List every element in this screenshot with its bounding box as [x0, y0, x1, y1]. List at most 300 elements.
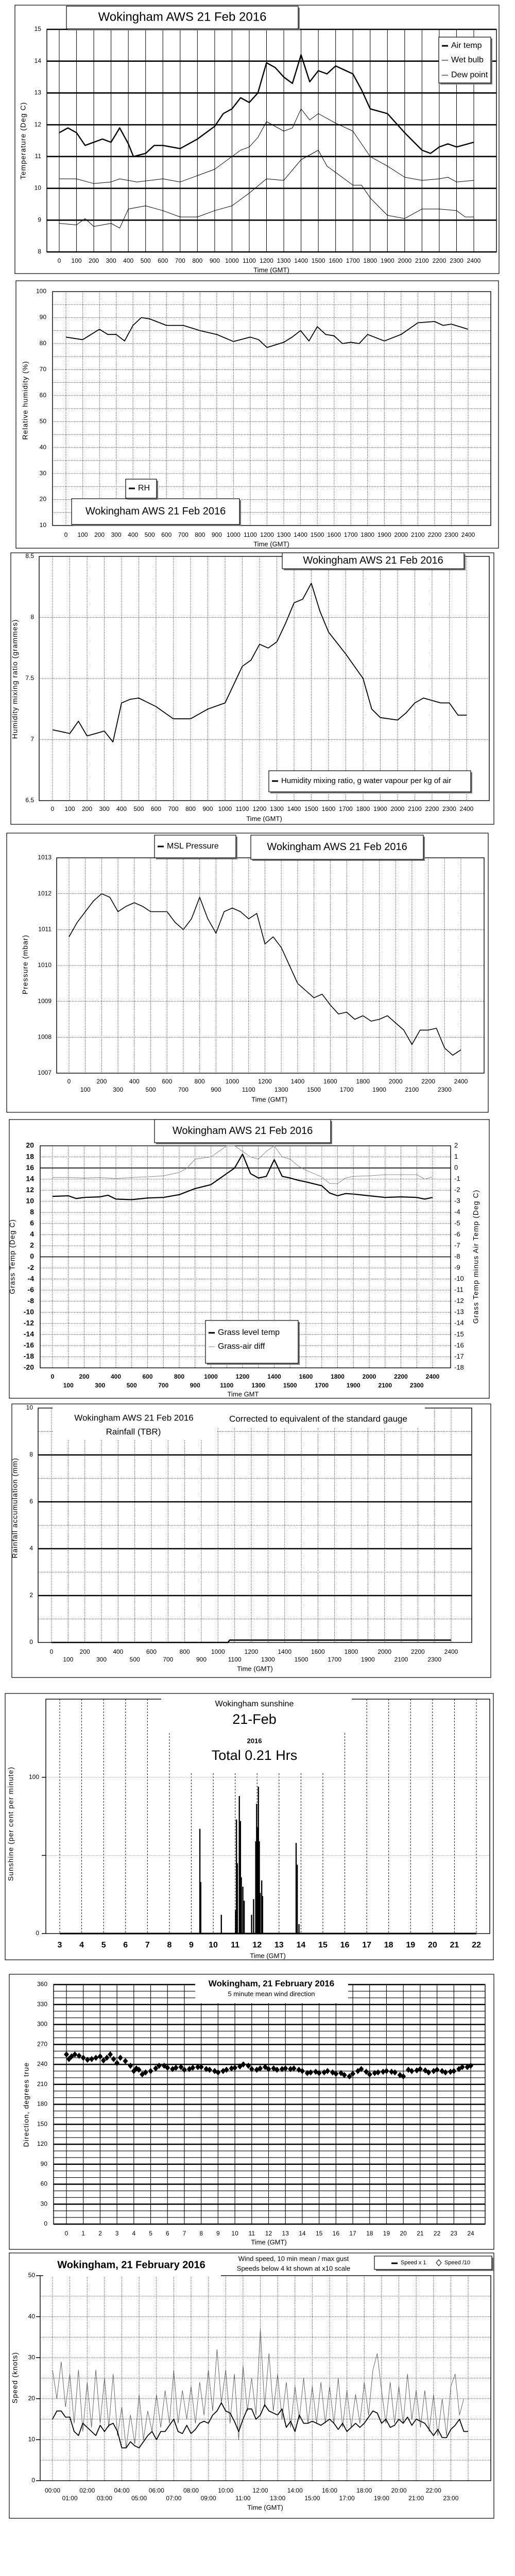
- x-tick-label: 1100: [244, 531, 257, 539]
- chart-frame: [15, 5, 499, 274]
- y-tick-label: 90: [40, 2160, 47, 2167]
- y-tick-label: -10: [23, 1307, 34, 1316]
- y-axis-label: Temperature (Deg C): [19, 101, 27, 180]
- x-tick-label: 200: [79, 1373, 90, 1381]
- y2-tick-label: 2: [454, 1141, 458, 1149]
- x-tick-label: 1200: [252, 805, 267, 813]
- x-tick-label: 400: [129, 1078, 140, 1086]
- chart-frame: [12, 1404, 491, 1677]
- x-tick-label: 1600: [323, 1078, 337, 1086]
- legend-label: Humidity mixing ratio, g water vapour per kg of air: [281, 776, 452, 785]
- x-tick-label: 1200: [260, 531, 274, 539]
- y-tick-label: 7.5: [25, 674, 34, 682]
- x-tick-label: 1100: [228, 1656, 242, 1664]
- y2-tick-label: -15: [454, 1330, 464, 1338]
- x-tick-label: 2100: [408, 805, 422, 813]
- y-tick-label: 6.5: [25, 796, 34, 804]
- x-tick-label: 19: [406, 1941, 416, 1950]
- x-tick-label: 11: [248, 2230, 255, 2238]
- y-tick-label: 18: [26, 1152, 34, 1161]
- y-tick-label: 300: [37, 2020, 47, 2028]
- y-tick-label: 100: [36, 287, 46, 295]
- x-tick-label: 18: [384, 1941, 393, 1950]
- x-tick-label: 6: [165, 2230, 169, 2238]
- y2-tick-label: -16: [454, 1341, 464, 1349]
- y-axis-label: Relative humidity (%): [21, 361, 29, 440]
- x-tick-label: 1000: [225, 1078, 239, 1086]
- y2-tick-label: -12: [454, 1297, 464, 1305]
- x-tick-label: 19: [383, 2230, 390, 2238]
- x-tick-label: 2400: [454, 1078, 468, 1086]
- x-tick-label: 300: [113, 1086, 124, 1094]
- x-tick-label: 1700: [339, 1086, 354, 1094]
- x-tick-label: 8: [167, 1941, 172, 1950]
- y2-tick-label: -5: [454, 1219, 460, 1227]
- y-tick-label: 1012: [38, 889, 52, 897]
- x-tick-label: 09:00: [200, 2495, 216, 2502]
- x-tick-label: 1900: [372, 1086, 386, 1094]
- x-tick-label: 1500: [311, 257, 325, 265]
- x-tick-label: 1000: [211, 1648, 225, 1656]
- y-tick-label: 10: [28, 2435, 35, 2443]
- x-tick-label: 1500: [304, 805, 318, 813]
- y-tick-label: 10: [34, 184, 41, 192]
- x-tick-label: 1800: [356, 1078, 370, 1086]
- x-tick-label: 100: [71, 257, 82, 265]
- y-tick-label: 50: [28, 2272, 35, 2279]
- x-tick-label: 2200: [394, 1373, 408, 1381]
- x-tick-label: 1800: [331, 1373, 345, 1381]
- x-tick-label: 3: [115, 2230, 119, 2238]
- x-tick-label: 5: [101, 1941, 106, 1950]
- x-tick-label: 1900: [377, 531, 391, 539]
- chart-mixing-ratio: [11, 552, 494, 824]
- x-tick-label: 2000: [398, 257, 412, 265]
- y-tick-label: 8: [30, 1208, 34, 1216]
- y2-tick-label: -9: [454, 1263, 460, 1272]
- x-tick-label: 21: [417, 2230, 424, 2238]
- y2-tick-label: 1: [454, 1152, 458, 1160]
- x-tick-label: 500: [133, 805, 144, 813]
- y-tick-label: 10: [26, 1404, 33, 1412]
- y-tick-label: 7: [30, 735, 34, 743]
- x-tick-label: 14: [299, 2230, 306, 2238]
- y-tick-label: 2: [30, 1241, 34, 1249]
- x-tick-label: 500: [140, 257, 151, 265]
- x-tick-label: 2400: [459, 805, 474, 813]
- x-tick-label: 1400: [267, 1373, 281, 1381]
- x-tick-label: 2300: [427, 1656, 442, 1664]
- y-tick-label: 14: [34, 57, 41, 64]
- x-tick-label: 1400: [294, 257, 308, 265]
- x-tick-label: 10:00: [218, 2487, 234, 2495]
- chart-subtitle: Wind speed, 10 min mean / max gust: [238, 2255, 349, 2263]
- x-tick-label: 23: [450, 2230, 457, 2238]
- y-tick-label: 210: [37, 2080, 47, 2088]
- x-tick-label: 1800: [344, 1648, 358, 1656]
- x-tick-label: 23:00: [443, 2495, 459, 2502]
- y2-tick-label: -14: [454, 1319, 464, 1327]
- x-tick-label: 600: [161, 531, 172, 539]
- legend-label: Wet bulb: [451, 56, 484, 65]
- y-tick-label: -6: [27, 1285, 34, 1294]
- y2-tick-label: -4: [454, 1208, 460, 1216]
- y-tick-label: 2: [29, 1591, 33, 1599]
- x-tick-label: 15: [318, 1941, 328, 1950]
- x-tick-label: 400: [110, 1373, 122, 1381]
- x-tick-label: 22:00: [425, 2487, 441, 2495]
- x-tick-label: 10: [231, 2230, 238, 2238]
- x-tick-label: 0: [67, 1078, 71, 1086]
- x-axis-label: Time (GMT): [253, 540, 289, 548]
- x-tick-label: 21: [450, 1941, 459, 1950]
- legend-label: Speed /10: [444, 2259, 471, 2266]
- x-tick-label: 13: [274, 1941, 284, 1950]
- chart-humidity: [16, 281, 499, 548]
- x-tick-label: 7: [145, 1941, 150, 1950]
- x-tick-label: 07:00: [166, 2495, 182, 2502]
- y-tick-label: 1009: [38, 997, 52, 1005]
- x-tick-label: 2400: [461, 531, 475, 539]
- x-tick-label: 2100: [405, 1086, 419, 1094]
- y-tick-label: 9: [38, 216, 41, 224]
- x-tick-label: 900: [211, 1086, 221, 1094]
- x-tick-label: 13: [282, 2230, 289, 2238]
- x-tick-label: 17:00: [339, 2495, 355, 2502]
- x-tick-label: 600: [146, 1648, 157, 1656]
- y-tick-label: 100: [28, 1773, 39, 1781]
- x-tick-label: 15: [315, 2230, 323, 2238]
- y-tick-label: 14: [26, 1174, 34, 1183]
- x-tick-label: 1900: [380, 257, 394, 265]
- x-tick-label: 1900: [373, 805, 387, 813]
- chart-rainfall: [11, 1404, 491, 1677]
- y-axis-label: Humidity mixing ratio (grammes): [10, 619, 19, 739]
- y-axis-label: Sunshine (per cent per minute): [6, 1766, 15, 1882]
- x-tick-label: 06:00: [148, 2487, 164, 2495]
- legend-label: Dew point: [451, 71, 488, 80]
- x-tick-label: 2200: [410, 1648, 425, 1656]
- legend-label: Air temp: [451, 41, 482, 50]
- x-tick-label: 2000: [377, 1648, 392, 1656]
- x-tick-label: 0: [50, 1373, 55, 1381]
- x-tick-label: 11: [231, 1941, 240, 1950]
- y-axis-label: Grass Temp (Deg C): [8, 1218, 16, 1295]
- y-tick-label: -20: [23, 1363, 34, 1371]
- x-tick-label: 300: [95, 1382, 106, 1389]
- x-tick-label: 12: [252, 1941, 262, 1950]
- y-tick-label: 20: [26, 1141, 34, 1149]
- legend-label: RH: [138, 484, 150, 493]
- x-tick-label: 2200: [425, 805, 439, 813]
- x-tick-label: 2200: [427, 531, 442, 539]
- y-tick-label: -16: [23, 1341, 34, 1349]
- x-tick-label: 1500: [294, 1656, 308, 1664]
- x-tick-label: 500: [126, 1382, 137, 1389]
- x-tick-label: 800: [192, 257, 203, 265]
- x-tick-label: 17: [349, 2230, 356, 2238]
- x-axis-label: Time GMT: [227, 1390, 259, 1398]
- y-tick-label: 15: [34, 25, 41, 33]
- x-tick-label: 4: [79, 1941, 84, 1950]
- x-tick-label: 400: [123, 257, 134, 265]
- y-tick-label: 8: [38, 248, 41, 256]
- x-tick-label: 14:00: [287, 2487, 303, 2495]
- x-tick-label: 600: [158, 257, 168, 265]
- x-tick-label: 2000: [388, 1078, 403, 1086]
- y-tick-label: 30: [39, 469, 46, 477]
- y-tick-label: 0: [31, 2477, 35, 2484]
- x-axis-label: Time (GMT): [237, 1665, 273, 1673]
- chart-temperature: [15, 5, 499, 274]
- x-tick-label: 1700: [344, 531, 358, 539]
- x-axis-label: Time (GMT): [251, 2238, 287, 2246]
- chart-grass-temp: [8, 1120, 489, 1398]
- x-tick-label: 500: [129, 1656, 140, 1664]
- x-tick-label: 100: [63, 1382, 74, 1389]
- chart-title: Wokingham AWS 21 Feb 2016: [303, 554, 443, 566]
- y-tick-label: 270: [37, 2040, 47, 2048]
- x-tick-label: 800: [174, 1373, 185, 1381]
- y-tick-label: 360: [37, 1980, 47, 1988]
- chart-frame: [9, 2253, 494, 2518]
- y-tick-label: 60: [40, 2180, 47, 2188]
- y2-tick-label: -10: [454, 1275, 464, 1283]
- y-axis-label: Speed (knots): [10, 2351, 19, 2404]
- y-tick-label: -14: [23, 1330, 34, 1338]
- x-tick-label: 9: [189, 1941, 194, 1950]
- x-tick-label: 900: [209, 257, 220, 265]
- x-tick-label: 21:00: [408, 2495, 424, 2502]
- legend-label: Grass level temp: [218, 1328, 280, 1337]
- x-tick-label: 1700: [328, 1656, 342, 1664]
- x-tick-label: 03:00: [96, 2495, 112, 2502]
- x-tick-label: 900: [202, 805, 213, 813]
- x-tick-label: 2300: [437, 1086, 452, 1094]
- y-tick-label: 180: [37, 2100, 47, 2108]
- y2-tick-label: -18: [454, 1363, 464, 1371]
- x-tick-label: 11:00: [235, 2495, 251, 2502]
- x-tick-label: 1200: [235, 1373, 250, 1381]
- x-tick-label: 1900: [346, 1382, 360, 1389]
- x-tick-label: 1100: [243, 257, 256, 265]
- x-tick-label: 2300: [450, 257, 464, 265]
- x-tick-label: 1600: [321, 805, 336, 813]
- y-tick-label: 40: [39, 443, 46, 451]
- x-tick-label: 20:00: [391, 2487, 407, 2495]
- x-tick-label: 700: [158, 1382, 169, 1389]
- y-tick-label: 20: [28, 2394, 35, 2402]
- x-tick-label: 1700: [339, 805, 353, 813]
- y-tick-label: 90: [39, 313, 46, 321]
- y2-tick-label: -13: [454, 1308, 464, 1316]
- x-tick-label: 100: [77, 531, 88, 539]
- x-tick-label: 1: [81, 2230, 85, 2238]
- x-tick-label: 1000: [227, 531, 241, 539]
- x-tick-label: 700: [178, 531, 188, 539]
- x-tick-label: 2200: [432, 257, 447, 265]
- x-tick-label: 700: [168, 805, 179, 813]
- chart-title: Wokingham AWS 21 Feb 2016: [172, 1125, 313, 1137]
- x-tick-label: 1200: [260, 257, 273, 265]
- x-tick-label: 1400: [294, 531, 307, 539]
- y2-tick-label: -8: [454, 1252, 460, 1260]
- y-tick-label: 10: [39, 521, 46, 529]
- x-tick-label: 1700: [346, 257, 360, 265]
- chart-title: Wokingham AWS 21 Feb 2016: [267, 841, 407, 853]
- y-tick-label: 60: [39, 391, 46, 399]
- x-tick-label: 900: [190, 1382, 200, 1389]
- x-tick-label: 1000: [218, 805, 232, 813]
- x-tick-label: 1800: [360, 531, 375, 539]
- x-tick-label: 0: [57, 257, 61, 265]
- x-axis-label: Time (GMT): [247, 2503, 283, 2512]
- y2-tick-label: -7: [454, 1241, 460, 1249]
- y-tick-label: 4: [30, 1230, 34, 1239]
- y-tick-label: 0: [36, 1929, 39, 1937]
- chart-title: Wokingham sunshine: [215, 1700, 294, 1709]
- x-tick-label: 14: [296, 1941, 306, 1950]
- x-tick-label: 04:00: [114, 2487, 130, 2495]
- x-tick-label: 1500: [283, 1382, 297, 1389]
- y-axis-label: Direction, degrees true: [22, 2062, 30, 2147]
- chart-title: Wokingham AWS 21 Feb 2016: [85, 505, 226, 517]
- x-tick-label: 12:00: [252, 2487, 268, 2495]
- x-tick-label: 0: [64, 2230, 68, 2238]
- x-tick-label: 1300: [251, 1382, 266, 1389]
- y-tick-label: 8: [30, 613, 34, 621]
- x-tick-label: 1100: [235, 805, 249, 813]
- x-tick-label: 300: [111, 531, 122, 539]
- y-tick-label: 0: [44, 2220, 47, 2228]
- x-tick-label: 600: [162, 1078, 173, 1086]
- x-tick-label: 0: [64, 531, 68, 539]
- x-tick-label: 2200: [421, 1078, 435, 1086]
- y-tick-label: -12: [23, 1318, 34, 1327]
- x-tick-label: 800: [179, 1648, 190, 1656]
- x-tick-label: 900: [211, 531, 222, 539]
- sunshine-total: Total 0.21 Hrs: [211, 1748, 298, 1764]
- x-tick-label: 600: [142, 1373, 153, 1381]
- x-tick-label: 16: [332, 2230, 340, 2238]
- x-tick-label: 2300: [409, 1382, 424, 1389]
- y-tick-label: 8: [29, 1451, 33, 1459]
- x-tick-label: 1400: [278, 1648, 292, 1656]
- y-tick-label: 0: [29, 1638, 33, 1646]
- y2-tick-label: -1: [454, 1175, 460, 1183]
- chart-title: Wokingham, 21 February 2016: [208, 1978, 335, 1989]
- y-tick-label: 16: [26, 1163, 34, 1172]
- y2-tick-label: -17: [454, 1352, 464, 1360]
- x-tick-label: 800: [195, 531, 205, 539]
- y-tick-label: 240: [37, 2060, 47, 2068]
- x-tick-label: 300: [99, 805, 110, 813]
- x-tick-label: 2000: [390, 805, 405, 813]
- y-tick-label: 50: [39, 417, 46, 425]
- x-tick-label: 1800: [356, 805, 370, 813]
- chart-title: Wokingham, 21 February 2016: [57, 2259, 205, 2271]
- x-tick-label: 19:00: [373, 2495, 389, 2502]
- y-tick-label: 12: [34, 121, 41, 128]
- x-tick-label: 1600: [299, 1373, 313, 1381]
- chart-date: 21-Feb: [232, 1711, 277, 1727]
- x-tick-label: 200: [79, 1648, 90, 1656]
- x-tick-label: 02:00: [79, 2487, 95, 2495]
- x-tick-label: 16:00: [321, 2487, 338, 2495]
- x-tick-label: 500: [145, 1086, 156, 1094]
- x-tick-label: 200: [96, 1078, 107, 1086]
- x-tick-label: 700: [178, 1086, 188, 1094]
- y-tick-label: 6: [29, 1498, 33, 1505]
- x-tick-label: 16: [340, 1941, 350, 1950]
- x-tick-label: 0: [49, 1648, 54, 1656]
- x-tick-label: 2100: [411, 531, 425, 539]
- x-tick-label: 17: [362, 1941, 372, 1950]
- x-tick-label: 1600: [311, 1648, 325, 1656]
- chart-note: Speeds below 4 kt shown at x10 scale: [236, 2264, 351, 2273]
- y-tick-label: 80: [39, 340, 46, 347]
- y2-tick-label: -3: [454, 1197, 460, 1205]
- x-tick-label: 1300: [277, 257, 291, 265]
- x-tick-label: 3: [57, 1941, 62, 1950]
- x-tick-label: 00:00: [44, 2487, 61, 2495]
- x-tick-label: 400: [128, 531, 139, 539]
- y2-tick-label: -11: [454, 1285, 464, 1294]
- x-axis-label: Time (GMT): [251, 1095, 287, 1104]
- x-tick-label: 2400: [467, 257, 481, 265]
- x-tick-label: 22: [472, 1941, 481, 1950]
- x-tick-label: 1300: [261, 1656, 275, 1664]
- y2-tick-label: 0: [454, 1163, 458, 1172]
- x-tick-label: 700: [163, 1656, 174, 1664]
- x-tick-label: 10: [209, 1941, 218, 1950]
- x-tick-label: 5: [149, 2230, 152, 2238]
- x-tick-label: 2100: [378, 1382, 392, 1389]
- x-tick-label: 20: [400, 2230, 407, 2238]
- x-tick-label: 1000: [225, 257, 239, 265]
- chart-subtitle: Rainfall (TBR): [106, 1427, 161, 1437]
- x-tick-label: 1700: [315, 1382, 329, 1389]
- x-tick-label: 1600: [329, 257, 343, 265]
- y-tick-label: 30: [28, 2353, 35, 2361]
- x-tick-label: 24: [467, 2230, 474, 2238]
- chart-wind-direction: [9, 1974, 494, 2249]
- chart-subtitle: 5 minute mean wind direction: [228, 1990, 315, 1998]
- chart-title: Wokingham AWS 21 Feb 2016: [74, 1413, 194, 1423]
- x-tick-label: 200: [89, 257, 99, 265]
- y-axis-label: Pressure (mbar): [21, 934, 29, 995]
- chart-pressure: [7, 833, 488, 1112]
- x-tick-label: 1400: [287, 805, 301, 813]
- y-tick-label: 13: [34, 89, 41, 96]
- y-tick-label: 1008: [38, 1033, 52, 1041]
- x-tick-label: 400: [116, 805, 127, 813]
- x-tick-label: 6: [123, 1941, 128, 1950]
- y-tick-label: 0: [30, 1252, 34, 1261]
- y2-tick-label: -6: [454, 1230, 460, 1238]
- x-tick-label: 100: [80, 1086, 91, 1094]
- y-tick-label: 70: [39, 365, 46, 373]
- x-axis-label: Time (GMT): [250, 1952, 286, 1960]
- y-tick-label: 150: [37, 2120, 47, 2128]
- x-tick-label: 13:00: [270, 2495, 286, 2502]
- x-tick-label: 1300: [274, 1086, 288, 1094]
- x-tick-label: 22: [433, 2230, 441, 2238]
- x-tick-label: 700: [175, 257, 185, 265]
- y-tick-label: -4: [27, 1274, 34, 1283]
- chart-title: Wokingham AWS 21 Feb 2016: [98, 10, 267, 24]
- chart-wind-speed: [9, 2253, 494, 2518]
